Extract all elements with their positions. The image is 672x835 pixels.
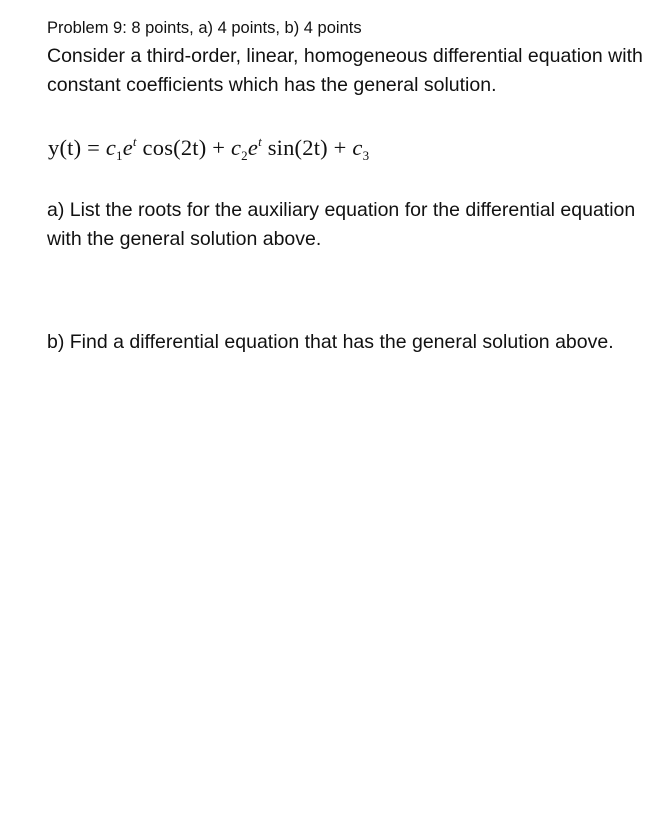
- term3-coefficient: c: [352, 135, 363, 160]
- term1-subscript: 1: [116, 148, 123, 163]
- problem-header: Problem 9: 8 points, a) 4 points, b) 4 points: [47, 19, 362, 37]
- general-solution-equation: [48, 132, 369, 164]
- term3-subscript: 3: [362, 148, 370, 163]
- equation-lhs: y(t) =: [48, 135, 101, 160]
- term2-base: e: [247, 135, 259, 160]
- term1-coefficient: c: [105, 135, 117, 160]
- term1-function: cos(2t) +: [136, 135, 231, 160]
- term1-base: e: [122, 135, 133, 160]
- question-part-a: a) List the roots for the auxiliary equation for the differential equation with the general solution above.: [47, 199, 636, 250]
- term2-coefficient: c: [230, 135, 242, 160]
- term2-exponent: t: [258, 134, 262, 149]
- question-part-b: b) Find a differential equation that has the general solution above.: [47, 331, 614, 353]
- term2-function: sin(2t) +: [261, 135, 353, 160]
- term1-exponent: t: [132, 134, 137, 149]
- problem-intro: Consider a third-order, linear, homogeneous differential equation with constant coefficients which has the general solution.: [47, 45, 643, 96]
- term2-subscript: 2: [241, 148, 248, 163]
